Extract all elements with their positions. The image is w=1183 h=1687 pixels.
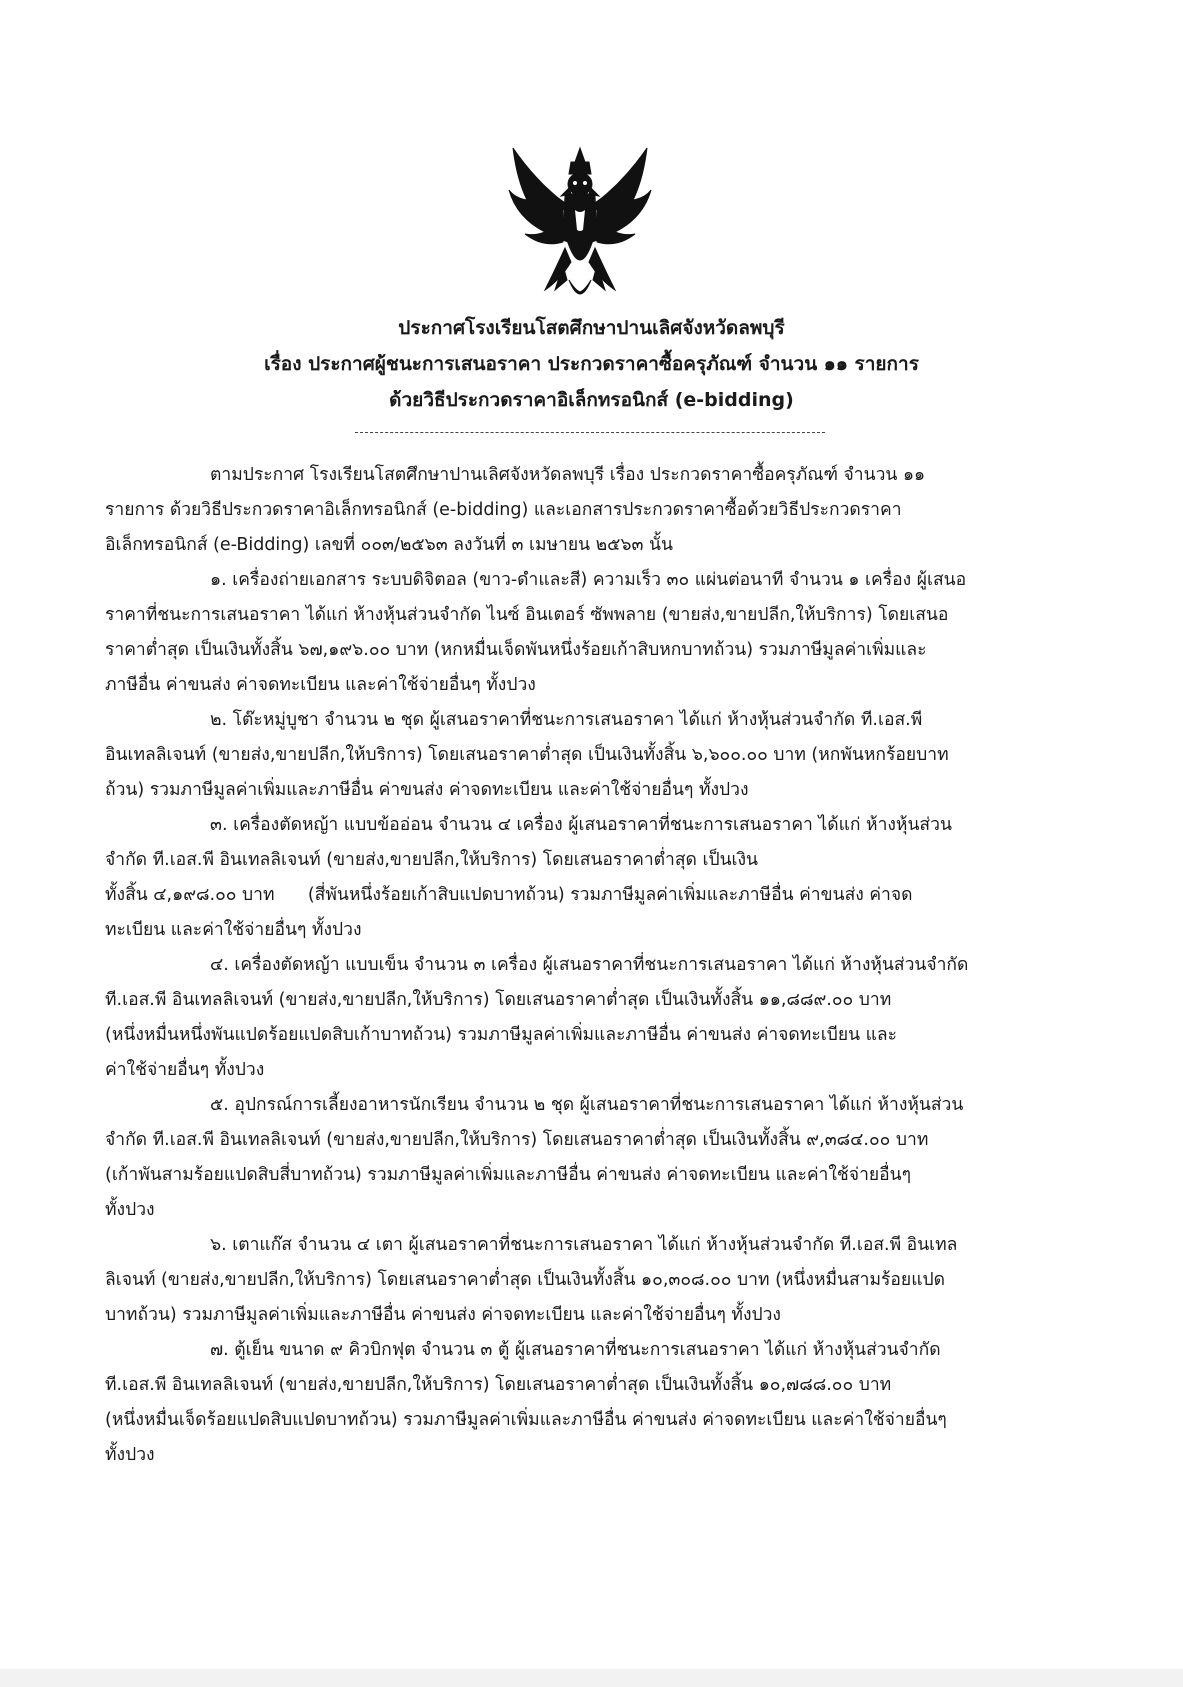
paragraph-line: ๖. เตาแก๊ส จำนวน ๔ เตา ผู้เสนอราคาที่ชนะการเสนอราคา ได้แก่ ห้างหุ้นส่วนจำกัด ที.เอส.พี อินเทล bbox=[210, 1235, 958, 1255]
paragraph-line: ทั้งปวง bbox=[105, 1200, 155, 1220]
paragraph-line: ราคาต่ำสุด เป็นเงินทั้งสิ้น ๖๗,๑๙๖.๐๐ บาท (หกหมื่นเจ็ดพันหนึ่งร้อยเก้าสิบหกบาทถ้วน) รวมภาษีมูลค่าเพิ่มและ bbox=[105, 640, 927, 660]
item-paragraph-1 bbox=[105, 563, 1055, 703]
paragraph-line: ๑. เครื่องถ่ายเอกสาร ระบบดิจิตอล (ขาว-ดำและสี) ความเร็ว ๓๐ แผ่นต่อนาที จำนวน ๑ เครื่อง ผู้เสนอ bbox=[210, 570, 967, 590]
paragraph-line: จำกัด ที.เอส.พี อินเทลลิเจนท์ (ขายส่ง,ขายปลีก,ให้บริการ) โดยเสนอราคาต่ำสุด เป็นเงินทั้งสิ้น ๙,๓๘๔.๐๐ บาท bbox=[105, 1130, 929, 1150]
paragraph-line: ทะเบียน และค่าใช้จ่ายอื่นๆ ทั้งปวง bbox=[105, 920, 362, 940]
page-bottom-edge bbox=[0, 1669, 1183, 1687]
paragraph-line: ทั้งสิ้น ๔,๑๙๘.๐๐ บาท (สี่พันหนึ่งร้อยเก้าสิบแปดบาทถ้วน) รวมภาษีมูลค่าเพิ่มและภาษีอื่น ค่าขนส่ง ค่าจด bbox=[105, 885, 913, 905]
method-line: ด้วยวิธีประกวดราคาอิเล็กทรอนิกส์ (e-bidding) bbox=[389, 389, 794, 411]
item-paragraph-3 bbox=[105, 808, 1055, 948]
paragraph-line: ภาษีอื่น ค่าขนส่ง ค่าจดทะเบียน และค่าใช้จ่ายอื่นๆ ทั้งปวง bbox=[105, 675, 536, 695]
intro-paragraph bbox=[105, 458, 1055, 563]
paragraph-line: (หนึ่งหมื่นเจ็ดร้อยแปดสิบแปดบาทถ้วน) รวมภาษีมูลค่าเพิ่มและภาษีอื่น ค่าขนส่ง ค่าจดทะเบียน และค่าใช้จ่ายอื่นๆ bbox=[105, 1410, 947, 1430]
subject-line: เรื่อง ประกาศผู้ชนะการเสนอราคา ประกวดราคาซื้อครุภัณฑ์ จำนวน ๑๑ รายการ bbox=[264, 353, 919, 375]
dashed-separator bbox=[355, 432, 825, 433]
paragraph-line: ๔. เครื่องตัดหญ้า แบบเข็น จำนวน ๓ เครื่อง ผู้เสนอราคาที่ชนะการเสนอราคา ได้แก่ ห้างหุ้นส่วนจำกัด bbox=[210, 955, 969, 975]
item-paragraph-2 bbox=[105, 703, 1055, 808]
paragraph-line: อินเทลลิเจนท์ (ขายส่ง,ขายปลีก,ให้บริการ) โดยเสนอราคาต่ำสุด เป็นเงินทั้งสิ้น ๖,๖๐๐.๐๐ บาท (หกพันหกร้อยบาท bbox=[105, 745, 949, 765]
paragraph-line: (เก้าพันสามร้อยแปดสิบสี่บาทถ้วน) รวมภาษีมูลค่าเพิ่มและภาษีอื่น ค่าขนส่ง ค่าจดทะเบียน และค่าใช้จ่ายอื่นๆ bbox=[105, 1165, 912, 1185]
paragraph-line: ตามประกาศ โรงเรียนโสตศึกษาปานเลิศจังหวัดลพบุรี เรื่อง ประกวดราคาซื้อครุภัณฑ์ จำนวน ๑๑ bbox=[210, 465, 926, 485]
paragraph-line: ที.เอส.พี อินเทลลิเจนท์ (ขายส่ง,ขายปลีก,ให้บริการ) โดยเสนอราคาต่ำสุด เป็นเงินทั้งสิ้น ๑๐,๗๘๘.๐๐ บาท bbox=[105, 1375, 892, 1395]
item-paragraph-6 bbox=[105, 1228, 1055, 1333]
paragraph-line: (หนึ่งหมื่นหนึ่งพันแปดร้อยแปดสิบเก้าบาทถ้วน) รวมภาษีมูลค่าเพิ่มและภาษีอื่น ค่าขนส่ง ค่าจดทะเบียน และ bbox=[105, 1025, 898, 1045]
paragraph-line: ๕. อุปกรณ์การเลี้ยงอาหารนักเรียน จำนวน ๒ ชุด ผู้เสนอราคาที่ชนะการเสนอราคา ได้แก่ ห้างหุ้นส่วน bbox=[210, 1095, 964, 1115]
paragraph-line: บาทถ้วน) รวมภาษีมูลค่าเพิ่มและภาษีอื่น ค่าขนส่ง ค่าจดทะเบียน และค่าใช้จ่ายอื่นๆ ทั้งปวง bbox=[105, 1305, 781, 1325]
paragraph-line: ค่าใช้จ่ายอื่นๆ ทั้งปวง bbox=[105, 1060, 265, 1080]
paragraph-line: ๓. เครื่องตัดหญ้า แบบข้ออ่อน จำนวน ๔ เครื่อง ผู้เสนอราคาที่ชนะการเสนอราคา ได้แก่ ห้างหุ้นส่วน bbox=[210, 815, 952, 835]
paragraph-line: ลิเจนท์ (ขายส่ง,ขายปลีก,ให้บริการ) โดยเสนอราคาต่ำสุด เป็นเงินทั้งสิ้น ๑๐,๓๐๘.๐๐ บาท (หนึ่งหมื่นสามร้อยแปด bbox=[105, 1270, 945, 1290]
paragraph-line: ราคาที่ชนะการเสนอราคา ได้แก่ ห้างหุ้นส่วนจำกัด ไนซ์ อินเตอร์ ซัพพลาย (ขายส่ง,ขายปลีก,ให้บริการ) โดยเสนอ bbox=[105, 605, 949, 625]
paragraph-line: ๒. โต๊ะหมู่บูชา จำนวน ๒ ชุด ผู้เสนอราคาที่ชนะการเสนอราคา ได้แก่ ห้างหุ้นส่วนจำกัด ที.เอส.พี bbox=[210, 710, 923, 730]
announcement-body bbox=[105, 458, 1055, 1473]
paragraph-line: ทั้งปวง bbox=[105, 1445, 155, 1465]
paragraph-line: ถ้วน) รวมภาษีมูลค่าเพิ่มและภาษีอื่น ค่าขนส่ง ค่าจดทะเบียน และค่าใช้จ่ายอื่นๆ ทั้งปวง bbox=[105, 780, 749, 800]
paragraph-line: ที.เอส.พี อินเทลลิเจนท์ (ขายส่ง,ขายปลีก,ให้บริการ) โดยเสนอราคาต่ำสุด เป็นเงินทั้งสิ้น ๑๑,๘๘๙.๐๐ บาท bbox=[105, 990, 892, 1010]
title-block bbox=[0, 310, 1183, 418]
item-paragraph-5 bbox=[105, 1088, 1055, 1228]
paragraph-line: รายการ ด้วยวิธีประกวดราคาอิเล็กทรอนิกส์ (e-bidding) และเอกสารประกวดราคาซื้อด้วยวิธีประกวดราคา bbox=[105, 500, 902, 520]
item-paragraph-7 bbox=[105, 1333, 1055, 1473]
paragraph-line: ๗. ตู้เย็น ขนาด ๙ คิวบิกฟุต จำนวน ๓ ตู้ ผู้เสนอราคาที่ชนะการเสนอราคา ได้แก่ ห้างหุ้นส่วนจำกัด bbox=[210, 1340, 941, 1360]
paragraph-line: อิเล็กทรอนิกส์ (e-Bidding) เลขที่ ๐๐๓/๒๕๖๓ ลงวันที่ ๓ เมษายน ๒๕๖๓ นั้น bbox=[105, 535, 673, 555]
garuda-emblem-icon bbox=[505, 140, 655, 310]
paragraph-line: จำกัด ที.เอส.พี อินเทลลิเจนท์ (ขายส่ง,ขายปลีก,ให้บริการ) โดยเสนอราคาต่ำสุด เป็นเงิน bbox=[105, 850, 759, 870]
page-title: ประกาศโรงเรียนโสตศึกษาปานเลิศจังหวัดลพบุรี bbox=[398, 317, 785, 339]
item-paragraph-4 bbox=[105, 948, 1055, 1088]
